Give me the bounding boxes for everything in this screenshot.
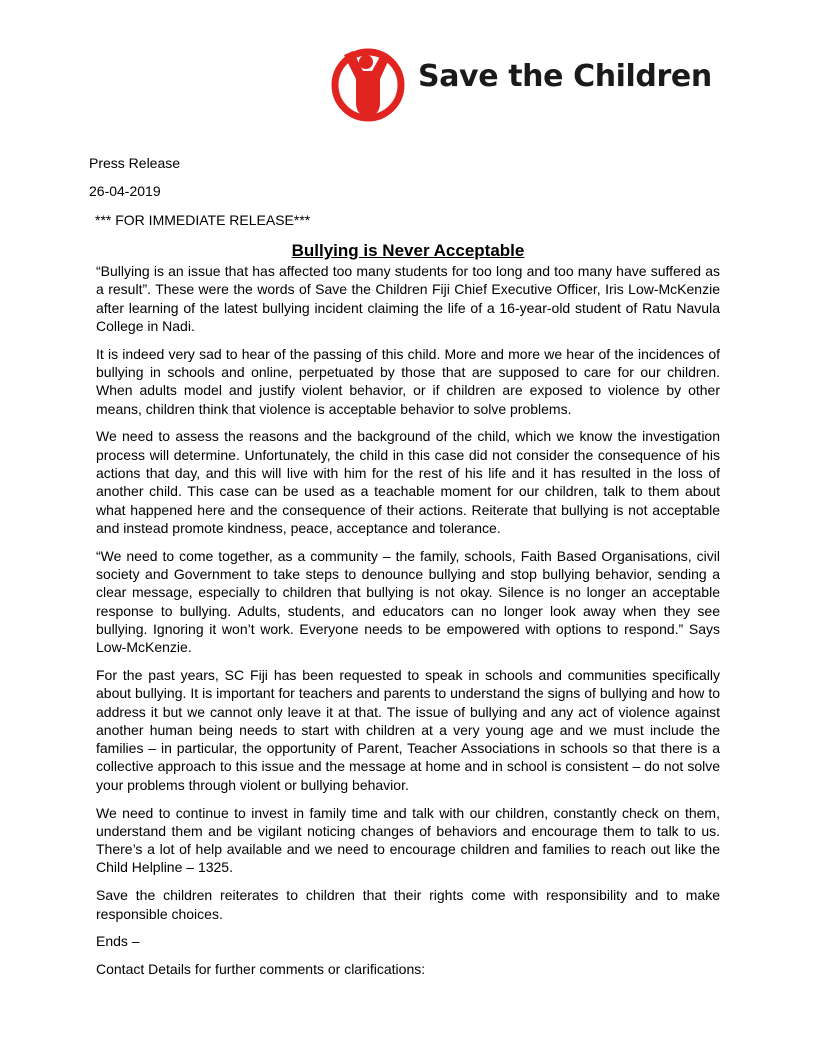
paragraph: “We need to come together, as a community – the family, schools, Faith Based Organisations, civil society and Government to take steps to denounce bullying and stop bullying behavior, sending a clear message, especially to children that bullying is not okay. Silence is no longer an acceptable response to bullying. Adults, students, and educators can no longer look away when they see bullying. Ignoring it won’t work. Everyone needs to be empowered with options to respond.” Says Low-McKenzie.: [96, 547, 720, 656]
org-name: Save the Children: [418, 59, 712, 94]
contact-details-heading: Contact Details for further comments or clarifications:: [96, 961, 426, 978]
paragraph: We need to continue to invest in family time and talk with our children, constantly check on them, understand them and be vigilant noticing changes of behaviors and encourage them to talk to us. There’s a lot of help available and we need to encourage children and families to reach out like the Child Helpline – 1325.: [96, 804, 720, 876]
document-title: Bullying is Never Acceptable: [291, 241, 525, 260]
press-release-label: Press Release: [89, 155, 181, 171]
release-date: 26-04-2019: [89, 183, 161, 199]
paragraph: Save the children reiterates to children that their rights come with responsibility and to make responsible choices.: [96, 887, 720, 922]
ends-marker: Ends –: [96, 933, 140, 950]
paragraph: We need to assess the reasons and the background of the child, which we know the investigation process will determine. Unfortunately, the child in this case did not consider the consequence of his actions that day, and this will live with him for the rest of his life and it has resulted in the loss of another child. This case can be used as a teachable moment for our children, talk to them about what happened here and the consequence of their actions. Reiterate that bullying is not acceptable and instead promote kindness, peace, acceptance and tolerance.: [96, 428, 720, 536]
document-body: [96, 262, 720, 988]
save-the-children-figure-logo: [330, 47, 406, 123]
paragraph: “Bullying is an issue that has affected too many students for too long and too many have suffered as a result”. These were the words of Save the Children Fiji Chief Executive Officer, Iris Low-McKenzie after learning of the latest bullying incident claiming the life of a 16-year-old student of Ratu Navula College in Nadi.: [96, 263, 720, 334]
paragraph: It is indeed very sad to hear of the passing of this child. More and more we hear of the incidences of bullying in schools and online, perpetuated by those that are supposed to care for our children. When adults model and justify violent behavior, or if children are exposed to violence by other means, children think that violence is acceptable behavior to solve problems.: [96, 345, 720, 417]
immediate-release-notice: *** FOR IMMEDIATE RELEASE***: [95, 212, 311, 228]
paragraph: For the past years, SC Fiji has been requested to speak in schools and communities specifically about bullying. It is important for teachers and parents to understand the signs of bullying and how to address it but we cannot only leave it at that. The issue of bullying and any act of violence against another human being needs to start with children at a very young age and we must include the families – in particular, the opportunity of Parent, Teacher Associations in schools so that there is a collective approach to this issue and the message at home and in school is consistent – do not solve your problems through violent or bullying behavior.: [96, 666, 720, 793]
org-logo: [330, 47, 730, 123]
